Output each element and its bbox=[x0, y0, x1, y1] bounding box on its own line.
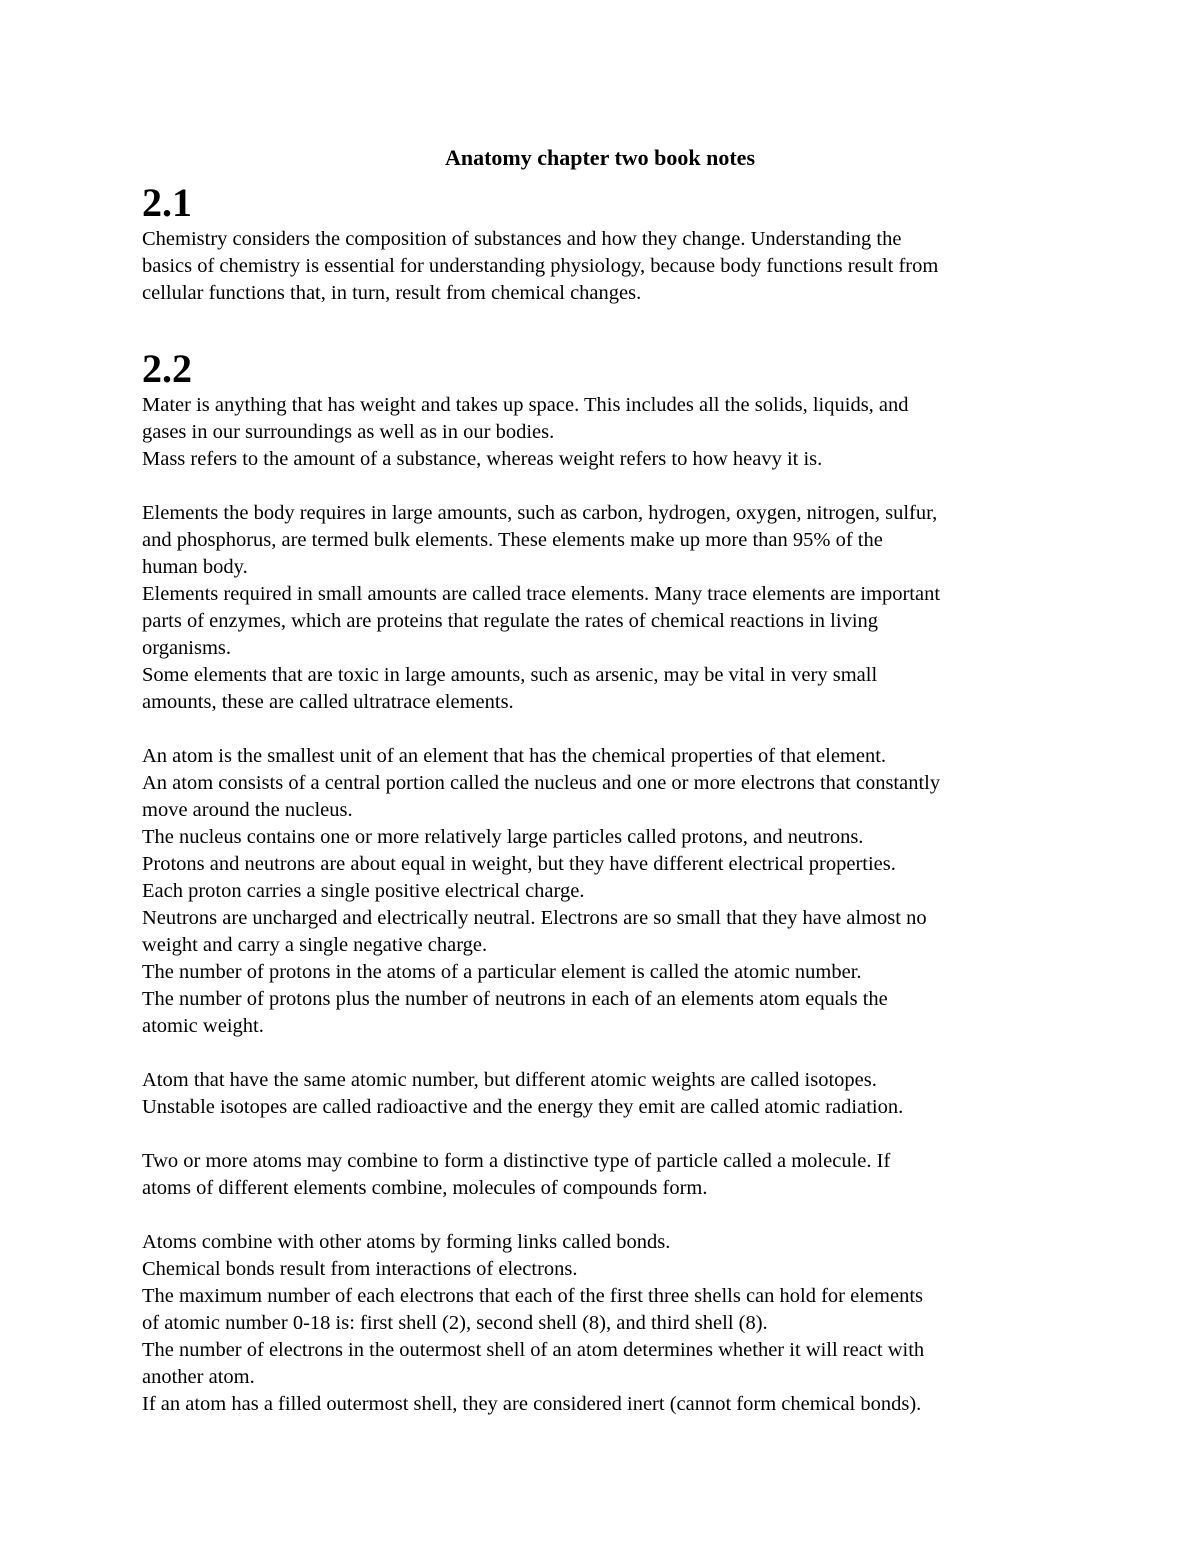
paragraph bbox=[142, 500, 1072, 716]
text-line: The nucleus contains one or more relatively large particles called protons, and neutrons. bbox=[142, 826, 864, 848]
spacer bbox=[142, 1202, 1072, 1229]
text-line: and phosphorus, are termed bulk elements. These elements make up more than 95% of the bbox=[142, 529, 883, 551]
spacer bbox=[142, 473, 1072, 500]
text-line: The number of electrons in the outermost shell of an atom determines whether it will react with bbox=[142, 1339, 925, 1361]
text-line: Some elements that are toxic in large amounts, such as arsenic, may be vital in very small bbox=[142, 664, 878, 686]
text-line: Each proton carries a single positive electrical charge. bbox=[142, 880, 585, 902]
spacer bbox=[142, 307, 1072, 346]
section-2-1 bbox=[142, 180, 1072, 307]
text-line: of atomic number 0-18 is: first shell (2), second shell (8), and third shell (8). bbox=[142, 1312, 768, 1334]
text-line: Unstable isotopes are called radioactive and the energy they emit are called atomic radiation. bbox=[142, 1096, 904, 1118]
text-line: Elements required in small amounts are called trace elements. Many trace elements are important bbox=[142, 583, 941, 605]
text-line: another atom. bbox=[142, 1366, 255, 1388]
section-heading: 2.1 bbox=[142, 180, 192, 225]
document-title: Anatomy chapter two book notes bbox=[444, 145, 756, 170]
text-line: basics of chemistry is essential for understanding physiology, because body functions result from bbox=[142, 255, 939, 277]
text-line: The number of protons in the atoms of a particular element is called the atomic number. bbox=[142, 961, 862, 983]
paragraph bbox=[142, 743, 1072, 1040]
spacer bbox=[142, 716, 1072, 743]
paragraph bbox=[142, 1148, 1072, 1202]
text-line: Atoms combine with other atoms by forming links called bonds. bbox=[142, 1231, 671, 1253]
text-line: cellular functions that, in turn, result from chemical changes. bbox=[142, 282, 642, 304]
text-line: If an atom has a filled outermost shell, they are considered inert (cannot form chemical bonds). bbox=[142, 1393, 922, 1415]
text-line: gases in our surroundings as well as in our bodies. bbox=[142, 421, 555, 443]
text-line: Neutrons are uncharged and electrically neutral. Electrons are so small that they have almost no bbox=[142, 907, 927, 929]
paragraph bbox=[142, 1067, 1072, 1121]
spacer bbox=[142, 1040, 1072, 1067]
text-line: atoms of different elements combine, molecules of compounds form. bbox=[142, 1177, 708, 1199]
paragraph bbox=[142, 226, 1072, 307]
text-line: Chemical bonds result from interactions of electrons. bbox=[142, 1258, 578, 1280]
text-line: weight and carry a single negative charge. bbox=[142, 934, 488, 956]
section-heading: 2.2 bbox=[142, 346, 192, 391]
text-line: An atom is the smallest unit of an element that has the chemical properties of that element. bbox=[142, 745, 887, 767]
text-line: Chemistry considers the composition of substances and how they change. Understanding the bbox=[142, 228, 902, 250]
paragraph bbox=[142, 1229, 1072, 1418]
text-line: Elements the body requires in large amounts, such as carbon, hydrogen, oxygen, nitrogen, sulfur, bbox=[142, 502, 938, 524]
text-line: Atom that have the same atomic number, but different atomic weights are called isotopes. bbox=[142, 1069, 877, 1091]
section-2-2 bbox=[142, 346, 1072, 1418]
text-line: Two or more atoms may combine to form a distinctive type of particle called a molecule. If bbox=[142, 1150, 891, 1172]
text-line: parts of enzymes, which are proteins that regulate the rates of chemical reactions in living bbox=[142, 610, 879, 632]
text-line: organisms. bbox=[142, 637, 232, 659]
text-line: The maximum number of each electrons that each of the first three shells can hold for elements bbox=[142, 1285, 923, 1307]
text-line: atomic weight. bbox=[142, 1015, 264, 1037]
document-body bbox=[142, 180, 1072, 1418]
text-line: Mass refers to the amount of a substance, whereas weight refers to how heavy it is. bbox=[142, 448, 823, 470]
text-line: Protons and neutrons are about equal in weight, but they have different electrical properties. bbox=[142, 853, 896, 875]
text-line: move around the nucleus. bbox=[142, 799, 353, 821]
text-line: The number of protons plus the number of neutrons in each of an elements atom equals the bbox=[142, 988, 888, 1010]
text-line: An atom consists of a central portion called the nucleus and one or more electrons that constantly bbox=[142, 772, 941, 794]
text-line: Mater is anything that has weight and takes up space. This includes all the solids, liquids, and bbox=[142, 394, 909, 416]
text-line: amounts, these are called ultratrace elements. bbox=[142, 691, 514, 713]
text-line: human body. bbox=[142, 556, 248, 578]
spacer bbox=[142, 1121, 1072, 1148]
paragraph bbox=[142, 392, 1072, 473]
